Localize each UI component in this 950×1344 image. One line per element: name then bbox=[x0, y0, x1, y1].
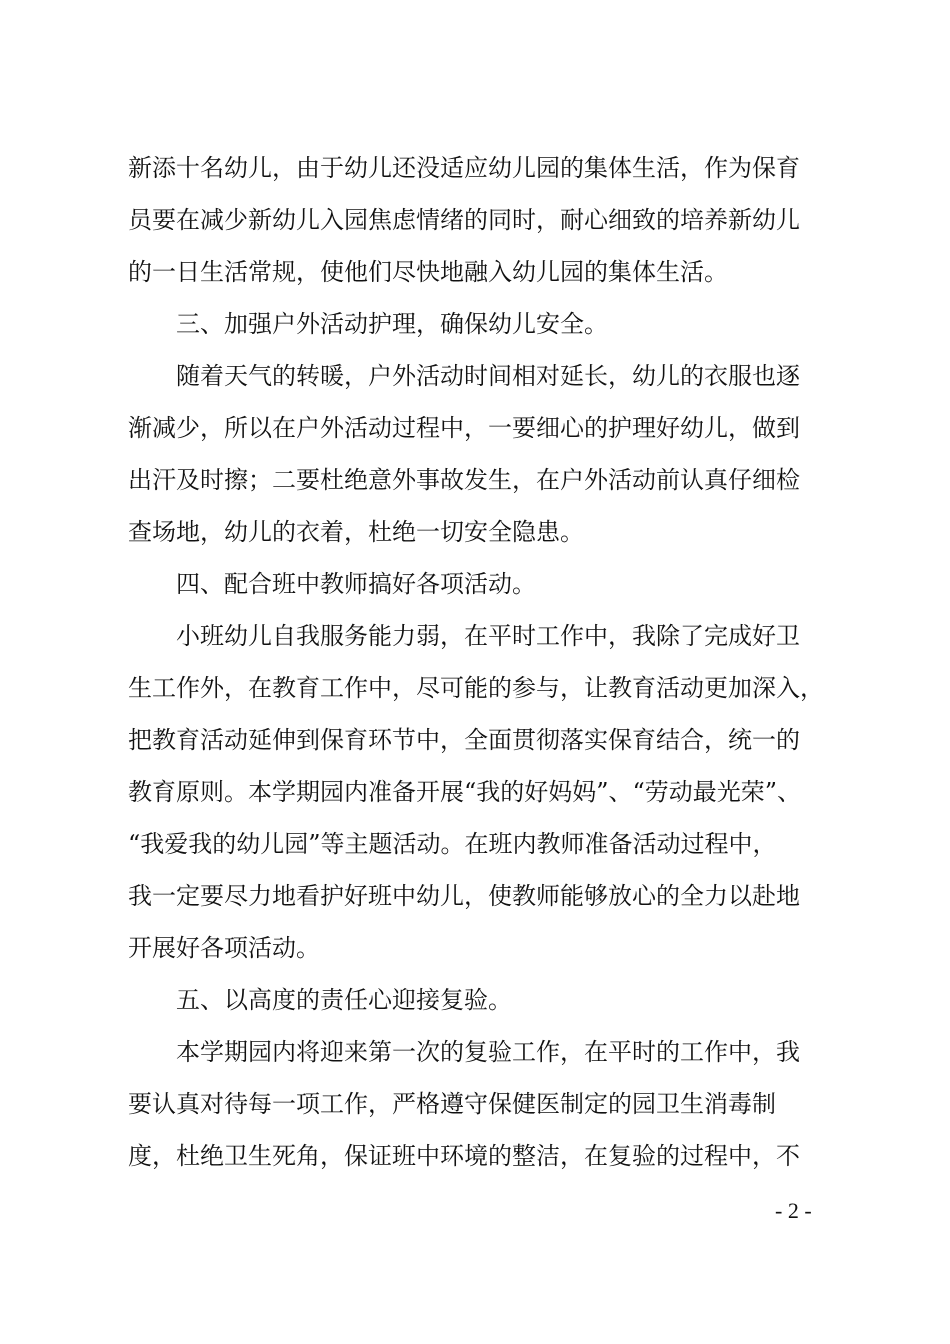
body-text-line: 教育原则。本学期园内准备开展“我的好妈妈”、“劳动最光荣”、 bbox=[128, 778, 802, 806]
body-text-line: 查场地，幼儿的衣着，杜绝一切安全隐患。 bbox=[128, 518, 584, 546]
body-text-line: 新添十名幼儿，由于幼儿还没适应幼儿园的集体生活，作为保育 bbox=[128, 154, 800, 182]
section-heading: 五、以高度的责任心迎接复验。 bbox=[176, 986, 512, 1014]
body-text-line: 要认真对待每一项工作，严格遵守保健医制定的园卫生消毒制 bbox=[128, 1090, 776, 1118]
body-text-line: 员要在减少新幼儿入园焦虑情绪的同时，耐心细致的培养新幼儿 bbox=[128, 206, 800, 234]
page-number: - 2 - bbox=[775, 1198, 812, 1223]
body-text-line: 随着天气的转暖，户外活动时间相对延长，幼儿的衣服也逐 bbox=[176, 362, 800, 390]
body-text-line: 生工作外，在教育工作中，尽可能的参与，让教育活动更加深入， bbox=[128, 674, 824, 702]
body-text-line: 的一日生活常规，使他们尽快地融入幼儿园的集体生活。 bbox=[128, 258, 728, 286]
body-text-line: 我一定要尽力地看护好班中幼儿，使教师能够放心的全力以赴地 bbox=[128, 882, 800, 910]
body-text-line: 度，杜绝卫生死角，保证班中环境的整洁，在复验的过程中，不 bbox=[128, 1142, 800, 1170]
body-text-line: 本学期园内将迎来第一次的复验工作，在平时的工作中，我 bbox=[176, 1038, 800, 1066]
body-text-line: “我爱我的幼儿园”等主题活动。在班内教师准备活动过程中， bbox=[128, 830, 777, 858]
body-text-line: 出汗及时擦；二要杜绝意外事故发生，在户外活动前认真仔细检 bbox=[128, 466, 800, 494]
body-text-line: 开展好各项活动。 bbox=[128, 934, 320, 962]
body-text-line: 把教育活动延伸到保育环节中，全面贯彻落实保育结合，统一的 bbox=[128, 726, 800, 754]
section-heading: 四、配合班中教师搞好各项活动。 bbox=[176, 570, 536, 598]
body-text-line: 小班幼儿自我服务能力弱，在平时工作中，我除了完成好卫 bbox=[176, 622, 800, 650]
section-heading: 三、加强户外活动护理，确保幼儿安全。 bbox=[176, 310, 608, 338]
body-text-line: 渐减少，所以在户外活动过程中，一要细心的护理好幼儿，做到 bbox=[128, 414, 800, 442]
